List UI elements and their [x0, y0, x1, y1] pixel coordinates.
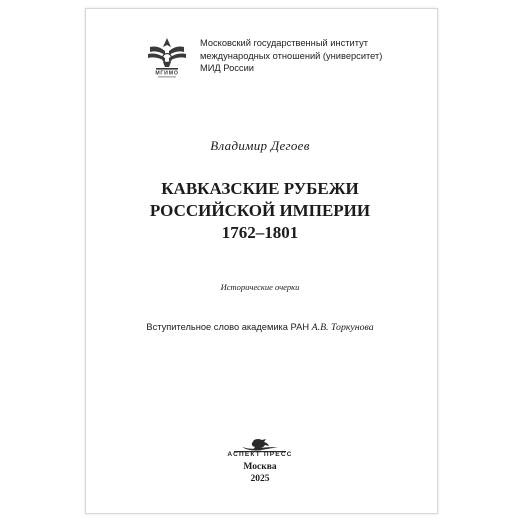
title-line-2: РОССИЙСКОЙ ИМПЕРИИ [149, 201, 371, 220]
title-years: 1762–1801 [221, 223, 299, 242]
foreword-text: Вступительное слово академика РАН [146, 322, 312, 332]
publisher-name: АСПЕКТ ПРЕСС [227, 451, 293, 458]
institute-line-3: МИД России [200, 63, 254, 73]
publication-city: Москва [243, 462, 277, 472]
publication-year: 2025 [250, 474, 270, 484]
book-title [0, 178, 520, 244]
institute-line-2: международных отношений (университет) [200, 50, 383, 61]
foreword-credit [0, 322, 520, 333]
institute-line-1: Московский государственный институт [200, 38, 368, 48]
svg-text:МГИМО: МГИМО [155, 70, 179, 77]
mgimo-emblem-icon [142, 35, 192, 81]
author-name: Владимир Дегоев [210, 138, 310, 153]
foreword-author: А.В. Торкунова [311, 322, 374, 333]
book-genre: Исторические очерки [220, 282, 300, 292]
institute-name [200, 37, 430, 75]
title-line-1: КАВКАЗСКИЕ РУБЕЖИ [161, 179, 359, 198]
